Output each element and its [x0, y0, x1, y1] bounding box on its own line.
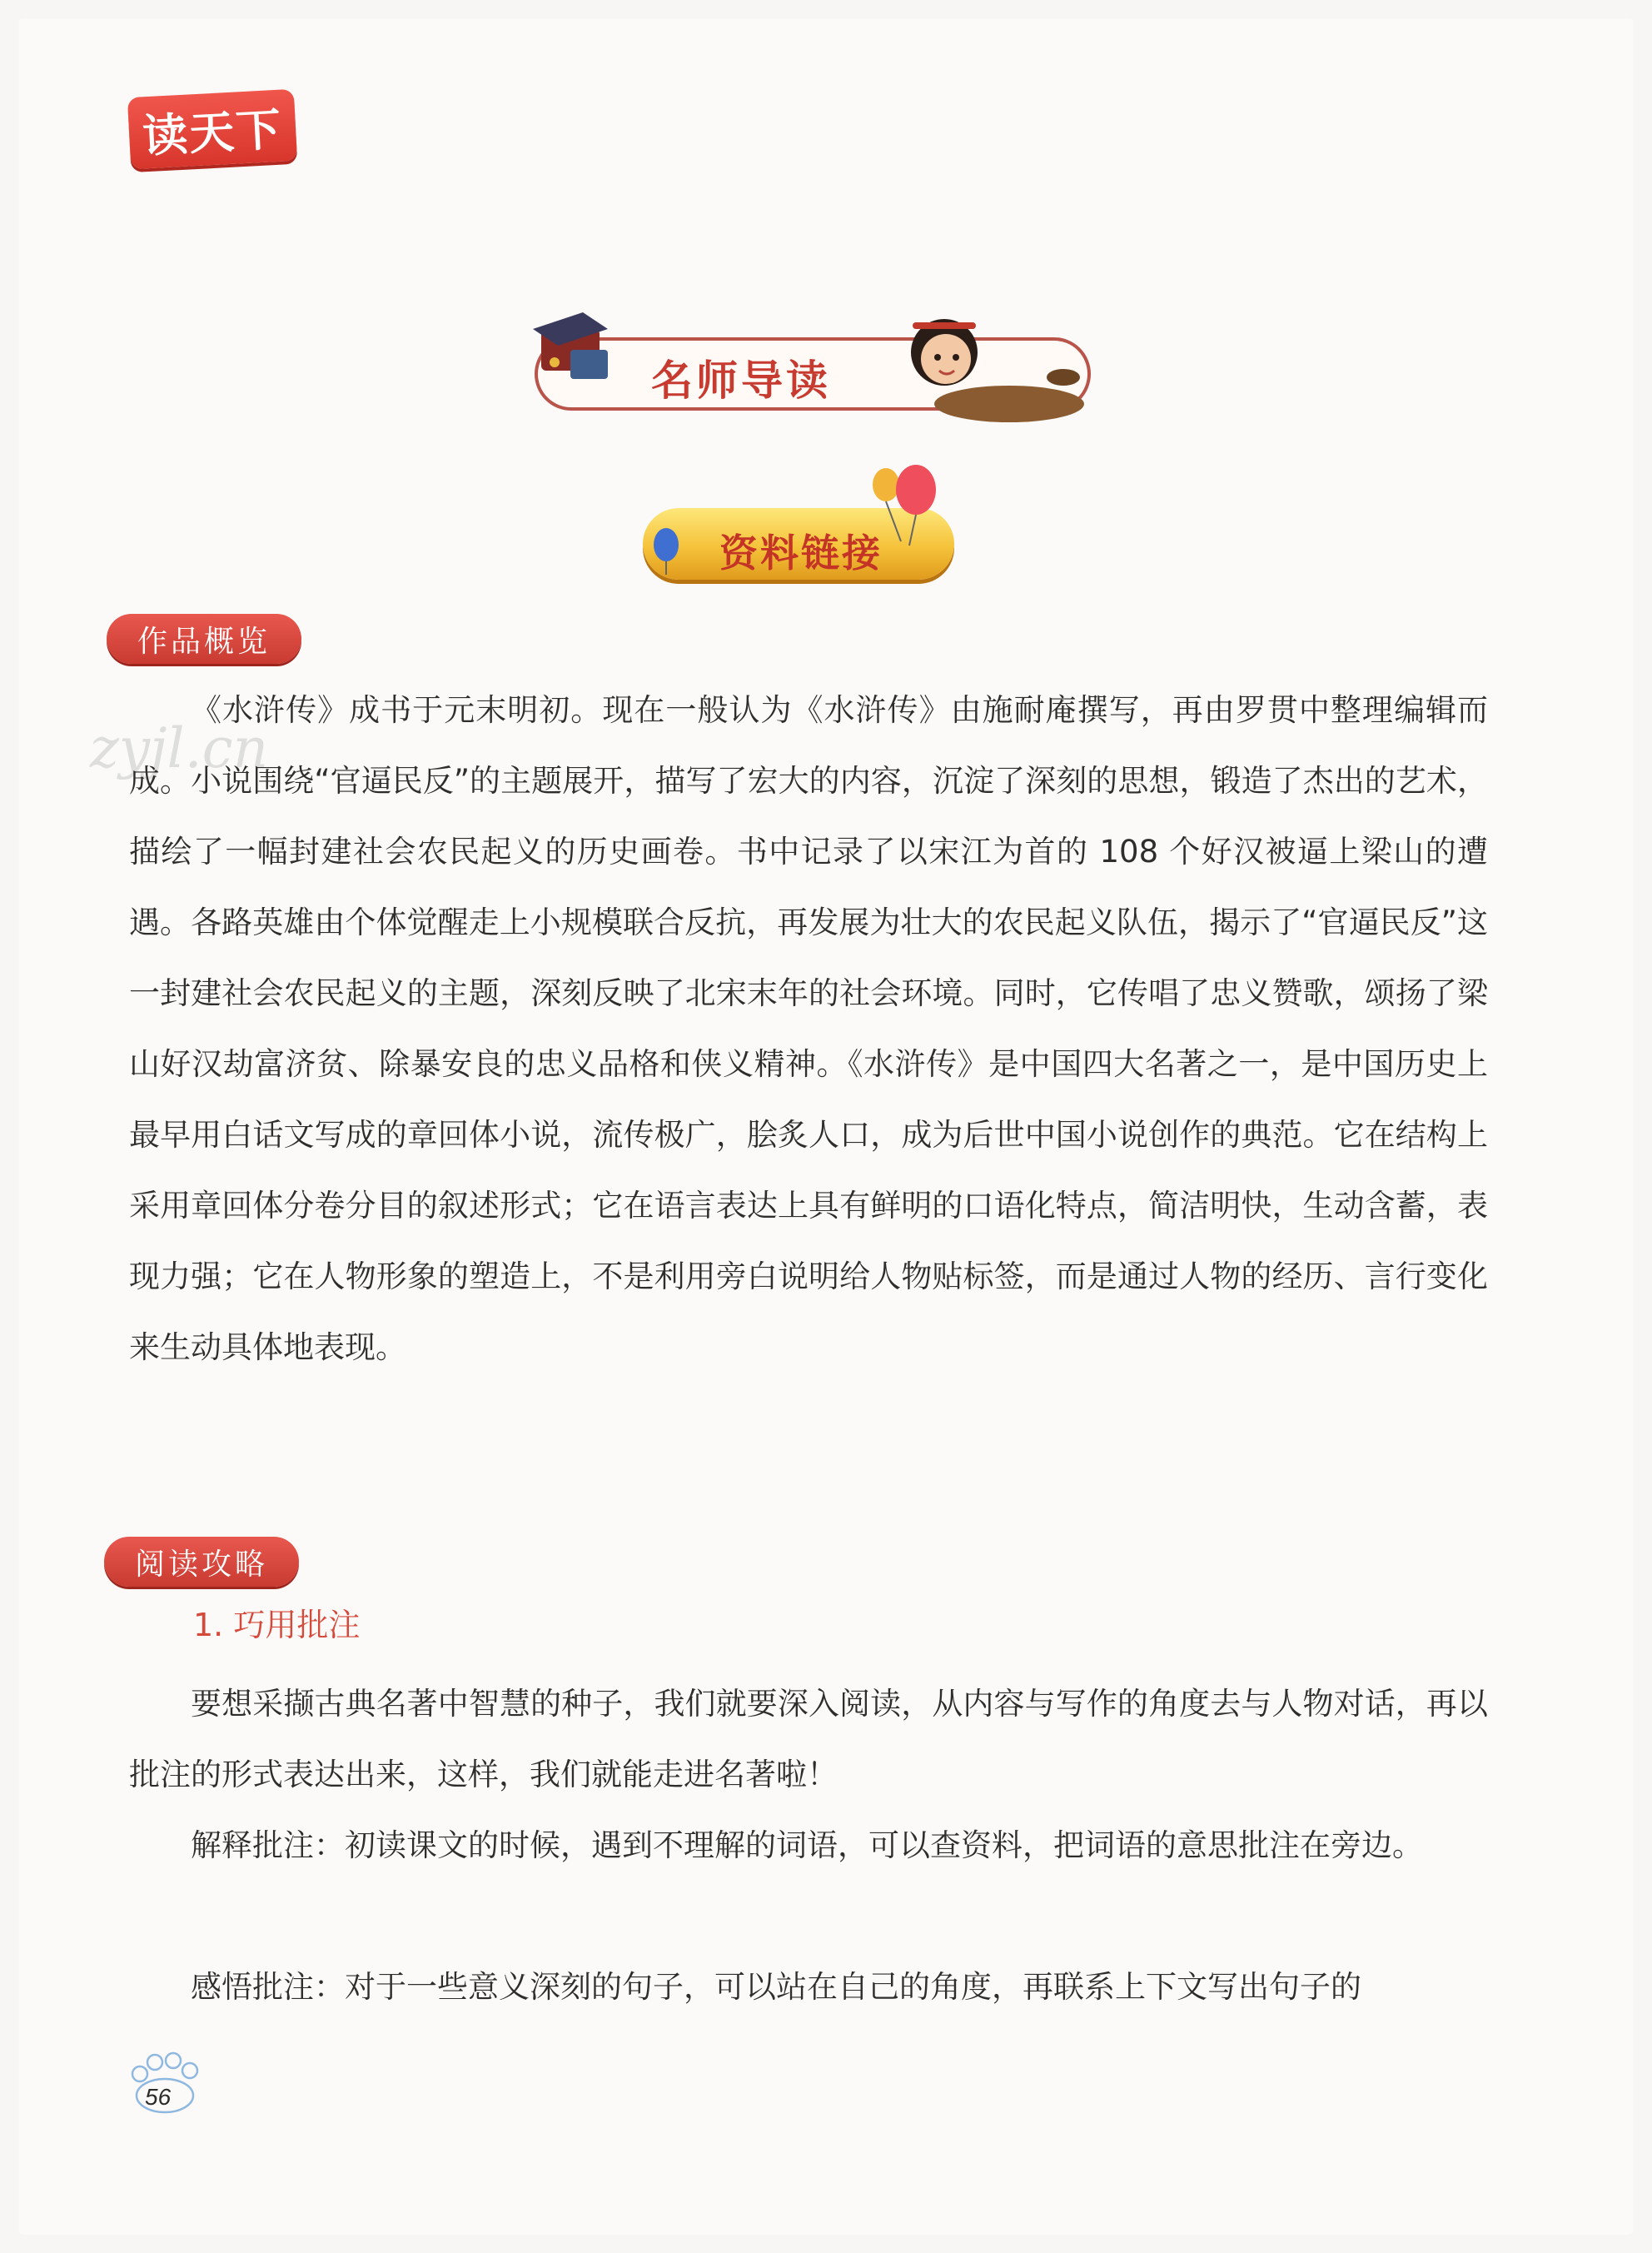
mentor-title: 名师导读 — [651, 356, 831, 405]
watermark: zyjl.cn — [90, 716, 269, 780]
strategy-paragraph-3: 感悟批注：对于一些意义深刻的句子，可以站在自己的角度，再联系上下文写出句子的 — [191, 1969, 1361, 2005]
overview-paragraph: 《水浒传》成书于元末明初。现在一般认为《水浒传》由施耐庵撰写，再由罗贯中整理编辑而成。小说围绕“官逼民反”的主题展开，描写了宏大的内容，沉淀了深刻的思想，锻造了杰出的艺术，描绘了一幅封建社会农民起义的历史画卷。书中记录了以宋江为首的 108 个好汉被逼上梁山的遭遇。各路英雄由个体觉醒走上小规模联合反抗，再发展为壮大的农民起义队伍，揭示了“官逼民反”这一封建社会农民起义的主题，深刻反映了北宋末年的社会环境。同时，它传唱了忠义赞歌，颂扬了梁山好汉劫富济贫、除暴安良的忠义品格和侠义精神。《水浒传》是中国四大名著之一，是中国历史上最早用白话文写成的章回体小说，流传极广，脍炙人口，成为后世中国小说创作的典范。它在结构上采用章回体分卷分目的叙述形式；它在语言表达上具有鲜明的口语化特点，简洁明快，生动含蓄，表现力强；它在人物形象的塑造上，不是利用旁白说明给人物贴标签，而是通过人物的经历、言行变化来生动具体地表现。 — [129, 692, 1488, 1365]
link-title: 资料链接 — [719, 531, 883, 576]
reading-girl-icon — [884, 304, 1092, 429]
strategy-heading: 1. 巧用批注 — [193, 1607, 361, 1643]
brand-logo: 读天下 — [127, 89, 297, 169]
overview-tag: 作品概览 — [107, 614, 301, 664]
page-number-badge — [125, 2049, 204, 2116]
page-number: 56 — [145, 2084, 172, 2110]
resource-link-banner — [643, 493, 959, 585]
strategy-paragraph-1: 要想采撷古典名著中智慧的种子，我们就要深入阅读，从内容与写作的角度去与人物对话，再以批注的形式表达出来，这样，我们就能走进名著啦！ — [129, 1686, 1488, 1792]
strategy-paragraph-2: 解释批注：初读课文的时候，遇到不理解的词语，可以查资料，把词语的意思批注在旁边。 — [191, 1827, 1423, 1863]
blue-balloon-icon — [649, 526, 683, 576]
balloons-icon — [868, 458, 943, 550]
strategy-tag: 阅读攻略 — [104, 1537, 299, 1587]
graduation-hat-icon — [525, 304, 624, 396]
mentor-banner — [518, 304, 1101, 429]
